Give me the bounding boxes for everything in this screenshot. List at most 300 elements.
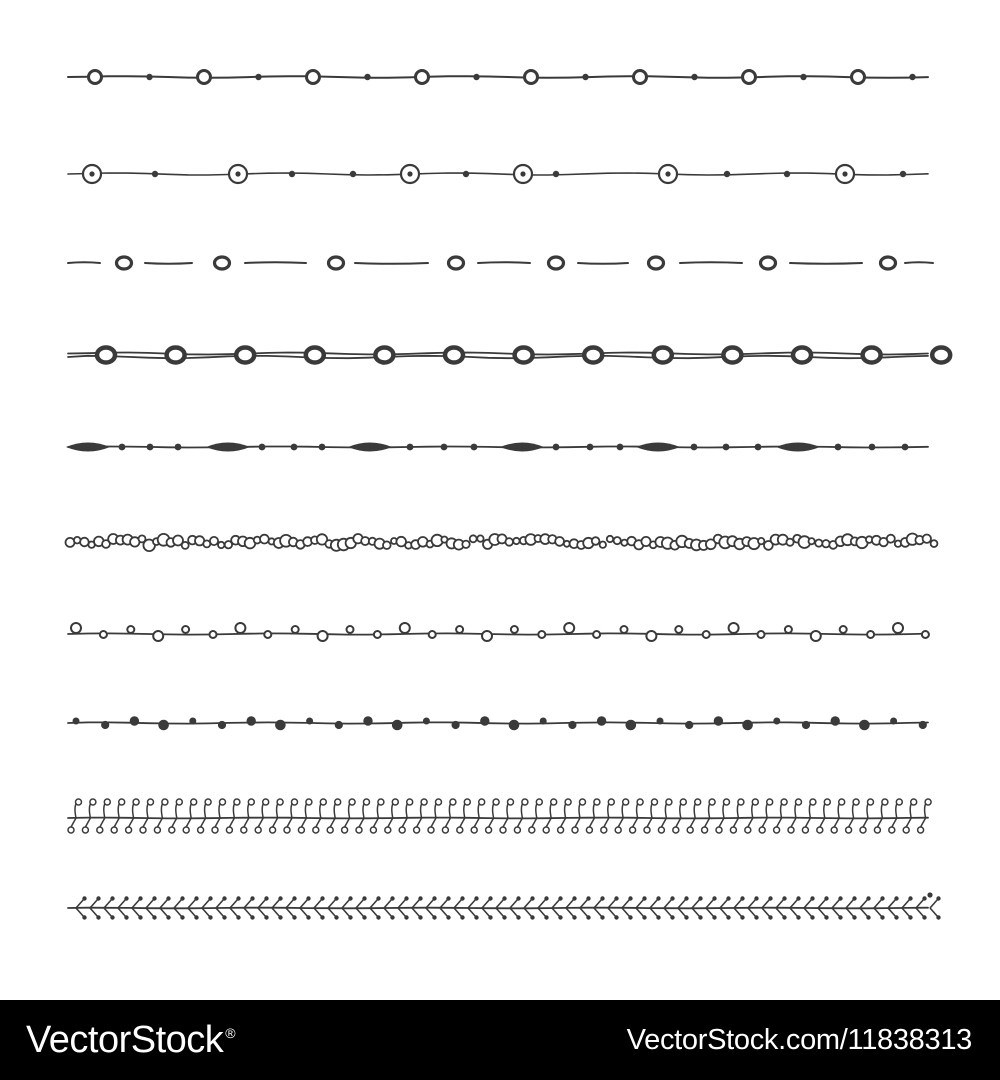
open-oval: [117, 257, 132, 269]
barb-down: [496, 908, 504, 917]
barb-dot: [446, 896, 450, 900]
barb-dot: [530, 896, 534, 900]
hanging-circle: [235, 623, 245, 633]
barb-down: [804, 908, 812, 917]
hanging-circle: [318, 631, 328, 641]
dot: [259, 444, 266, 451]
barb-dot: [782, 915, 786, 919]
barb-dot: [936, 896, 940, 900]
bead: [776, 443, 820, 452]
barb-down: [160, 908, 168, 917]
curl-loop: [154, 827, 160, 833]
vine-stem-down: [85, 818, 90, 827]
curl-loop: [191, 799, 197, 805]
barb-dot: [236, 896, 240, 900]
barb-up: [328, 899, 336, 908]
barb-up: [846, 899, 854, 908]
curl-loop: [436, 799, 442, 805]
barb-dot: [180, 896, 184, 900]
barb-dot: [572, 915, 576, 919]
curl-loop: [615, 827, 621, 833]
eye-pupil: [89, 171, 94, 176]
open-circle: [416, 71, 429, 84]
hanging-circle: [758, 631, 765, 638]
vine-stem-down: [820, 818, 825, 827]
curl-loop: [802, 827, 808, 833]
vine-stem-up: [406, 804, 407, 818]
hanging-circle: [840, 626, 847, 633]
barb-down: [762, 908, 770, 917]
barb-dot: [432, 915, 436, 919]
vine-stem-down: [373, 818, 378, 827]
curl-loop: [169, 827, 175, 833]
curl-loop: [370, 827, 376, 833]
barb-dot: [642, 915, 646, 919]
barb-dot: [600, 896, 604, 900]
barb-dot: [712, 915, 716, 919]
barb-dot: [852, 896, 856, 900]
barb-up: [678, 899, 686, 908]
barb-down: [286, 908, 294, 917]
vine-stem-up: [435, 804, 436, 818]
barb-dot: [390, 915, 394, 919]
divider-10: [68, 892, 941, 919]
vine-stem-down: [143, 818, 148, 827]
barb-up: [104, 899, 112, 908]
barb-dot: [376, 896, 380, 900]
curl-loop: [298, 827, 304, 833]
vine-stem-up: [478, 804, 479, 818]
dot: [553, 444, 560, 451]
cluster-circle: [182, 542, 189, 549]
thick-oval: [236, 348, 254, 363]
dot: [784, 171, 790, 177]
barb-up: [230, 899, 238, 908]
vine-stem-up: [680, 804, 681, 818]
vine-stem-up: [334, 804, 335, 818]
barb-down: [776, 908, 784, 917]
barb-down: [90, 908, 98, 917]
barb-down: [174, 908, 182, 917]
cluster-circle: [505, 538, 513, 546]
barb-up: [398, 899, 406, 908]
curl-loop: [889, 827, 895, 833]
curl-loop: [457, 827, 463, 833]
vine-stem-up: [291, 804, 292, 818]
divider-5: [66, 443, 928, 452]
curl-loop: [414, 827, 420, 833]
barb-dot: [320, 915, 324, 919]
barb-down: [314, 908, 322, 917]
cluster-circle: [809, 538, 815, 544]
barb-dot: [614, 915, 618, 919]
cluster-circle: [923, 535, 931, 543]
barb-down: [650, 908, 658, 917]
vine-stem-up: [449, 804, 450, 818]
vine-stem-down: [748, 818, 753, 827]
vine-stem-up: [219, 804, 220, 818]
watermark-url: VectorStock.com/11838313: [626, 1023, 972, 1056]
curl-loop: [774, 827, 780, 833]
curl-loop: [464, 799, 470, 805]
barb-up: [272, 899, 280, 908]
thick-oval: [375, 348, 393, 363]
curl-loop: [810, 799, 816, 805]
barb-down: [860, 908, 868, 917]
barb-dot: [320, 896, 324, 900]
barb-up: [790, 899, 798, 908]
barb-dot: [96, 915, 100, 919]
vine-stem-down: [157, 818, 162, 827]
curl-loop: [270, 827, 276, 833]
barb-up: [580, 899, 588, 908]
dot: [724, 171, 730, 177]
dot: [902, 444, 909, 451]
open-circle: [89, 71, 102, 84]
half-dot: [802, 721, 810, 729]
curl-loop: [263, 799, 269, 805]
barb-dot: [600, 915, 604, 919]
cluster-circle: [218, 542, 224, 548]
half-dot: [247, 716, 256, 725]
barb-dot: [292, 896, 296, 900]
barb-up: [538, 899, 546, 908]
curl-loop: [738, 799, 744, 805]
vine-stem-down: [618, 818, 623, 827]
vine-stem-up: [493, 804, 494, 818]
barb-dot: [418, 915, 422, 919]
vine-stem-down: [517, 818, 522, 827]
barb-dot: [488, 896, 492, 900]
barb-dot: [180, 915, 184, 919]
curl-loop: [608, 799, 614, 805]
barb-dot: [376, 915, 380, 919]
curl-loop: [220, 799, 226, 805]
barb-down: [426, 908, 434, 917]
dot: [441, 444, 448, 451]
vine-stem-down: [114, 818, 119, 827]
curl-loop: [140, 827, 146, 833]
barb-up: [342, 899, 350, 908]
cluster-circle: [210, 537, 218, 545]
barb-down: [510, 908, 518, 917]
barb-dot: [530, 915, 534, 919]
cluster-circle: [513, 538, 519, 544]
barb-dot: [138, 915, 142, 919]
hanging-circle: [210, 631, 217, 638]
cluster-circle: [470, 535, 477, 542]
barb-dot: [712, 896, 716, 900]
barb-dot: [838, 915, 842, 919]
barb-dot: [936, 915, 940, 919]
half-dot: [363, 716, 372, 725]
half-dot: [859, 720, 870, 731]
vine-stem-up: [363, 804, 364, 818]
curl-loop: [745, 827, 751, 833]
barb-dot: [264, 896, 268, 900]
barb-up: [132, 899, 140, 908]
vine-stem-down: [690, 818, 695, 827]
vine-stem-down: [359, 818, 364, 827]
barb-dot: [194, 896, 198, 900]
curl-loop: [514, 827, 520, 833]
open-circle: [852, 71, 865, 84]
half-dot: [919, 721, 927, 729]
hanging-circle: [621, 626, 628, 633]
barb-dot: [418, 896, 422, 900]
barb-down: [580, 908, 588, 917]
vine-stem-down: [489, 818, 494, 827]
thick-oval: [167, 348, 185, 363]
barb-dot: [348, 896, 352, 900]
divider-3: [68, 257, 933, 269]
half-dot: [685, 721, 693, 729]
vine-stem-down: [589, 818, 594, 827]
cluster-circle: [887, 535, 895, 543]
barb-up: [314, 899, 322, 908]
barb-up: [160, 899, 168, 908]
cluster-circle: [383, 541, 391, 549]
barb-down: [188, 908, 196, 917]
barb-down: [258, 908, 266, 917]
dot: [407, 444, 414, 451]
dot: [471, 444, 478, 451]
barb-dot: [894, 915, 898, 919]
barb-dot: [740, 896, 744, 900]
half-dot: [480, 716, 489, 725]
barb-dot: [796, 915, 800, 919]
dot: [869, 444, 876, 451]
barb-dot: [306, 915, 310, 919]
curl-loop: [356, 827, 362, 833]
barb-up: [468, 899, 476, 908]
dot: [147, 444, 154, 451]
barb-dot: [348, 915, 352, 919]
half-dot: [335, 721, 343, 729]
curl-loop: [111, 827, 117, 833]
dot: [291, 444, 298, 451]
hanging-circle: [264, 631, 271, 638]
hanging-circle: [100, 631, 107, 638]
barb-up: [258, 899, 266, 908]
barb-dot: [824, 896, 828, 900]
curl-loop: [630, 827, 636, 833]
vine-stem-up: [248, 804, 249, 818]
end-dot: [927, 892, 932, 897]
barb-dot: [390, 896, 394, 900]
curl-loop: [68, 827, 74, 833]
hanging-circle: [811, 631, 821, 641]
vine-stem-down: [345, 818, 350, 827]
thick-oval: [584, 348, 602, 363]
curl-loop: [824, 799, 830, 805]
open-oval: [549, 257, 564, 269]
barb-dot: [544, 915, 548, 919]
barb-up: [734, 899, 742, 908]
half-dot: [568, 721, 576, 729]
dot: [691, 444, 698, 451]
barb-up: [622, 899, 630, 908]
barb-up: [888, 899, 896, 908]
curl-loop: [730, 827, 736, 833]
thick-oval: [515, 348, 533, 363]
dash: [478, 262, 530, 263]
barb-down: [230, 908, 238, 917]
vine-stem-up: [550, 804, 551, 818]
vine-stem-down: [705, 818, 710, 827]
half-dot: [130, 716, 139, 725]
barb-dot: [222, 896, 226, 900]
barb-down: [202, 908, 210, 917]
divider-line: [68, 908, 928, 909]
barb-dot: [880, 915, 884, 919]
vine-stem-up: [104, 804, 105, 818]
curl-loop: [234, 799, 240, 805]
hanging-circle: [675, 626, 682, 633]
curl-loop: [853, 799, 859, 805]
vine-stem-up: [521, 804, 522, 818]
thick-oval: [445, 348, 463, 363]
curl-loop: [320, 799, 326, 805]
vine-stem-up: [795, 804, 796, 818]
curl-loop: [637, 799, 643, 805]
vine-stem-up: [593, 804, 594, 818]
barb-down: [244, 908, 252, 917]
barb-dot: [208, 896, 212, 900]
dot: [582, 74, 588, 80]
vine-stem-up: [392, 804, 393, 818]
barb-down: [76, 908, 84, 917]
curl-loop: [767, 799, 773, 805]
barb-dot: [558, 915, 562, 919]
vine-stem-down: [244, 818, 249, 827]
barb-dot: [684, 915, 688, 919]
hanging-circle: [374, 631, 381, 638]
barb-up: [174, 899, 182, 908]
barb-up: [566, 899, 574, 908]
barb-dot: [488, 915, 492, 919]
barb-down: [468, 908, 476, 917]
divider-line: [68, 173, 928, 175]
cluster-circle: [607, 536, 613, 542]
divider-line: [68, 818, 928, 819]
dash: [245, 262, 306, 263]
barb-dot: [460, 915, 464, 919]
cluster-circle: [614, 537, 621, 544]
hanging-circle: [785, 626, 792, 633]
divider-9: [68, 799, 931, 833]
curl-loop: [860, 827, 866, 833]
curl-loop: [364, 799, 370, 805]
curl-loop: [335, 799, 341, 805]
curl-loop: [500, 827, 506, 833]
curl-loop: [687, 827, 693, 833]
barb-up: [832, 899, 840, 908]
vine-stem-down: [258, 818, 263, 827]
half-dot: [73, 718, 80, 725]
vine-stem-down: [172, 818, 177, 827]
dot: [255, 74, 261, 80]
curl-loop: [198, 827, 204, 833]
dash: [355, 263, 428, 264]
barb-dot: [362, 915, 366, 919]
vine-stem-up: [507, 804, 508, 818]
curl-loop: [831, 827, 837, 833]
cluster-circle: [600, 542, 606, 548]
vine-stem-up: [536, 804, 537, 818]
curl-loop: [536, 799, 542, 805]
curl-loop: [133, 799, 139, 805]
barb-dot: [656, 896, 660, 900]
barb-dot: [656, 915, 660, 919]
barb-down: [538, 908, 546, 917]
curl-loop: [442, 827, 448, 833]
barb-dot: [138, 896, 142, 900]
barb-dot: [152, 896, 156, 900]
barb-dot: [544, 896, 548, 900]
vine-stem-down: [301, 818, 306, 827]
barb-down: [328, 908, 336, 917]
thick-oval: [932, 348, 950, 363]
barb-up: [454, 899, 462, 908]
dot: [617, 444, 624, 451]
hanging-circle: [292, 626, 299, 633]
hanging-circle: [564, 623, 574, 633]
barb-dot: [782, 896, 786, 900]
barb-dot: [922, 915, 926, 919]
curl-loop: [724, 799, 730, 805]
thick-oval: [306, 348, 324, 363]
vine-stem-down: [445, 818, 450, 827]
vine-stem-down: [921, 818, 926, 827]
open-circle: [198, 71, 211, 84]
barb-up: [146, 899, 154, 908]
bead: [348, 443, 392, 452]
barb-down: [594, 908, 602, 917]
vine-stem-up: [622, 804, 623, 818]
vine-stem-down: [201, 818, 206, 827]
barb-dot: [768, 896, 772, 900]
barb-dot: [824, 915, 828, 919]
curl-loop: [342, 827, 348, 833]
half-dot: [890, 718, 897, 725]
vine-stem-up: [608, 804, 609, 818]
curl-loop: [652, 799, 658, 805]
half-dot: [392, 720, 403, 731]
dot: [800, 74, 806, 80]
cluster-circle: [80, 538, 89, 547]
vine-stem-down: [604, 818, 609, 827]
half-dot: [509, 720, 520, 731]
vine-stem-up: [190, 804, 191, 818]
barb-dot: [880, 896, 884, 900]
barb-dot: [124, 915, 128, 919]
vine-stem-down: [287, 818, 292, 827]
divider-6: [66, 534, 938, 552]
hanging-circle: [646, 631, 656, 641]
barb-dot: [236, 915, 240, 919]
barb-dot: [278, 915, 282, 919]
barb-dot: [250, 896, 254, 900]
barb-dot: [166, 896, 170, 900]
vine-stem-down: [100, 818, 105, 827]
cluster-circle: [462, 541, 469, 548]
cluster-circle: [477, 535, 483, 541]
half-dot: [101, 721, 109, 729]
watermark-brand-text: VectorStock: [26, 1018, 224, 1061]
vine-stem-up: [75, 804, 76, 818]
half-dot: [657, 718, 664, 725]
